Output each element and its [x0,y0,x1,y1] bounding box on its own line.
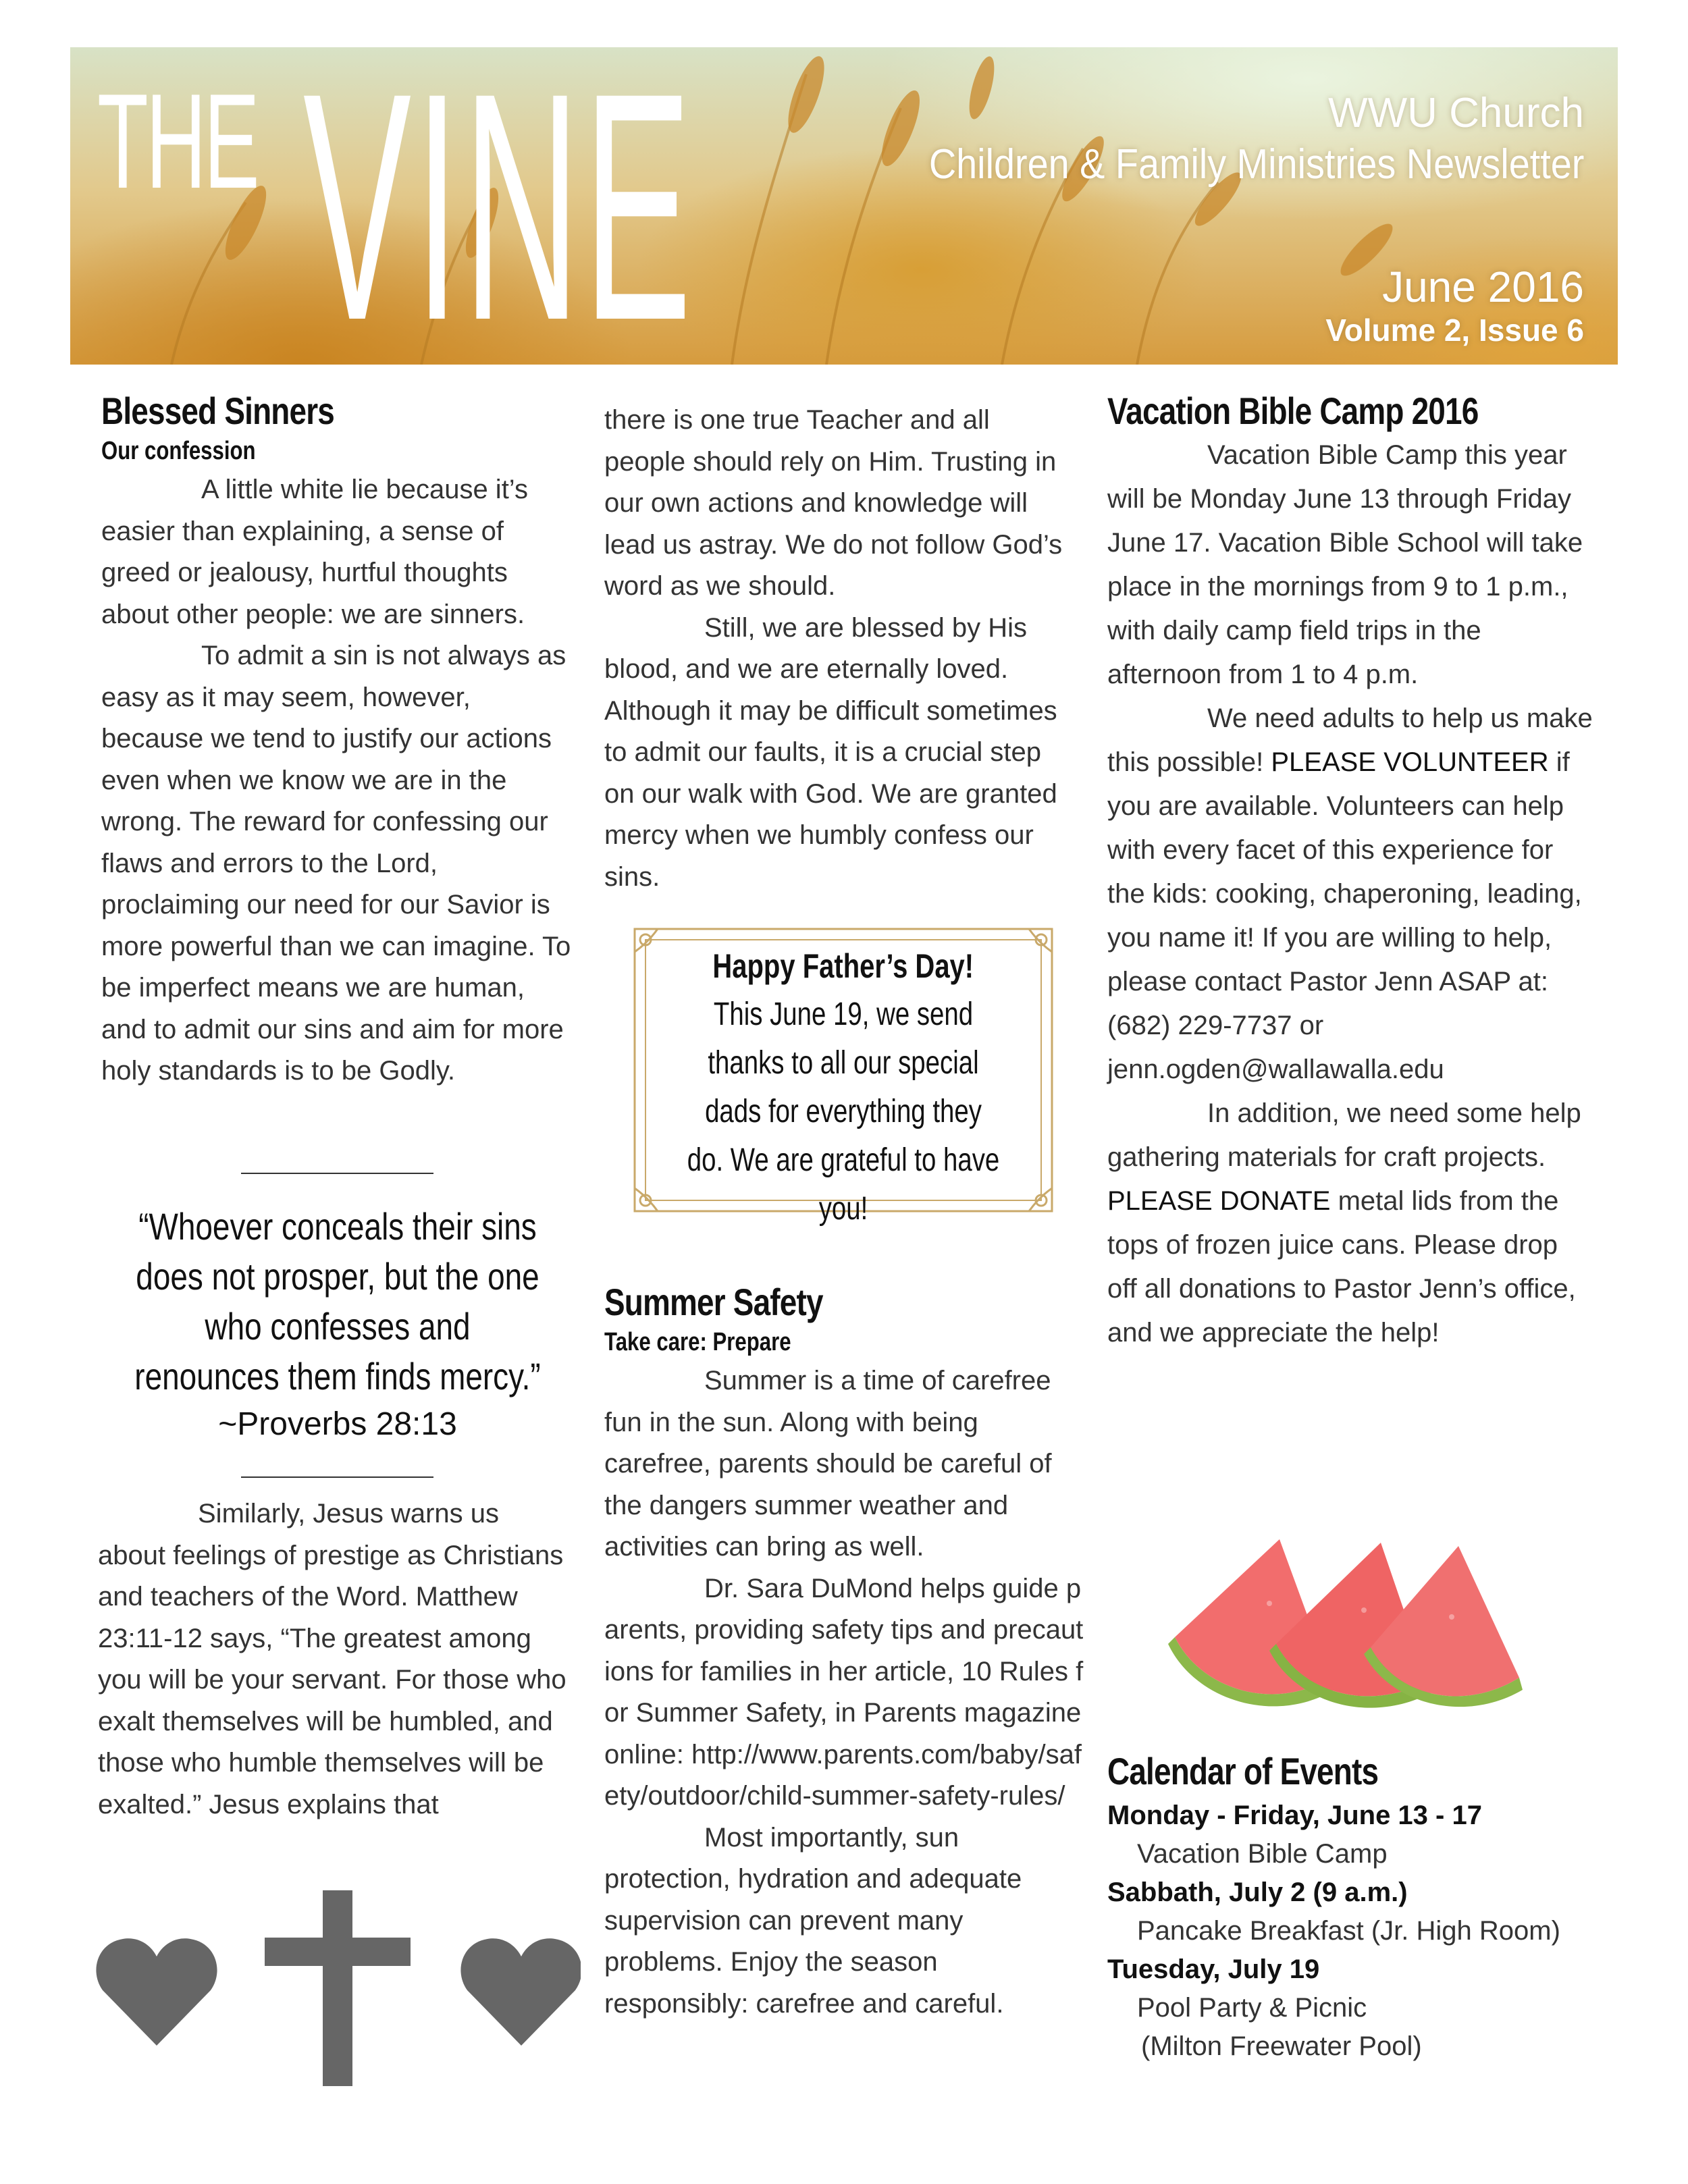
event-location: (Milton Freewater Pool) [1141,2031,1422,2062]
volunteer-callout: PLEASE VOLUNTEER [1271,747,1549,778]
paragraph: Vacation Bible Camp this year will be Monday June 13 through Friday June 17. Vacation Bible School will take place in the mornings from 9 to 1 p.m., with daily camp field trips in the afternoon from 1 to 4 p.m. [1107,440,1583,690]
heart-cross-heart-graphic [95,1890,581,2086]
article-title: Summer Safety [604,1281,823,1323]
column-middle [604,400,1077,898]
watermelon-image [1161,1522,1533,1718]
paragraph-text: metal lids from the tops of frozen juice cans. Please drop off all donations to Pastor Jenn’s office, and we appreciate the help! [1107,1186,1576,1348]
donate-callout: PLEASE DONATE [1107,1186,1331,1217]
paragraph: Dr. Sara DuMond helps guide parents, providing safety tips and precautions for families in her article, 10 Rules for Summer Safety, in Parents magazine online: http://www.parents.com/baby/safety/outdoor/child-summer-safety-rules/ [604,1573,1084,1811]
column-summer-safety [604,1279,1084,2025]
article-subtitle: Take care: Prepare [604,1328,791,1357]
paragraph-text: We need adults to help us make this possible! [1107,703,1593,778]
calendar-of-events [1107,1749,1593,2066]
event-description: Pancake Breakfast (Jr. High Room) [1137,1916,1560,1946]
fathers-day-callout [631,942,1056,1233]
paragraph: Still, we are blessed by His blood, and we are eternally loved. Although it may be difficult sometimes to admit our faults, it is a crucial step on our walk with God. We are granted mercy when we humbly confess our sins. [604,612,1057,892]
column-blessed-sinners [101,388,574,1092]
bible-quote [88,1202,587,1447]
event-date: Sabbath, July 2 (9 a.m.) [1107,1877,1408,1908]
column-vacation-bible-camp [1107,388,1593,1355]
event-date: Tuesday, July 19 [1107,1954,1320,1985]
fathers-day-message: This June 19, we send thanks to all our special dads for everything they do. We are grateful to have you! [687,996,1000,1227]
event-date: Monday - Friday, June 13 - 17 [1107,1801,1482,1831]
masthead-banner [70,47,1618,365]
fathers-day-title: Happy Father’s Day! [712,947,974,985]
cross-icon [323,1890,352,2086]
column-blessed-sinners-continued [98,1493,571,1826]
masthead-vine: VINE [303,47,695,365]
event-description: Pool Party & Picnic [1137,1993,1367,2023]
paragraph: Similarly, Jesus warns us about feelings of prestige as Christians and teachers of the Word. Matthew 23:11-12 says, “The greatest among you will be your servant. For those who exalt themselves will be humbled, and those who humble themselves will be exalted.” Jesus explains that [98,1499,566,1819]
paragraph: To admit a sin is not always as easy as it may seem, however, because we tend to justify our actions even when we know we are in the wrong. The reward for confessing our flaws and errors to the Lord, proclaiming our need for our Savior is more powerful than we can imagine. To be imperfect means we are human, and to admit our sins and aim for more holy standards is to be Godly. [101,641,571,1086]
quote-text: “Whoever conceals their sins does not prosper, but the one who confesses and renounces them finds mercy.” [134,1205,541,1397]
masthead-the: THE [97,66,257,217]
contact-email[interactable]: jenn.ogden@wallawalla.edu [1107,1055,1444,1085]
event-description: Vacation Bible Camp [1137,1839,1388,1869]
article-title: Vacation Bible Camp 2016 [1107,390,1479,432]
article-title: Blessed Sinners [101,390,335,432]
issue-volume: Volume 2, Issue 6 [1325,313,1584,348]
calendar-title: Calendar of Events [1107,1750,1379,1792]
paragraph [1107,697,1593,1004]
church-name: WWU Church [1328,90,1584,136]
newsletter-subtitle: Children & Family Ministries Newsletter [928,141,1584,188]
heart-icon [96,1938,217,2046]
article-subtitle: Our confession [101,437,256,466]
divider [241,1476,433,1478]
heart-icon [460,1938,581,2046]
paragraph-text: if you are available. Volunteers can help with every facet of this experience for the kids: cooking, chaperoning, leading, you name it! If you are willing to help, please contact Pastor Jenn ASAP at: [1107,747,1582,997]
paragraph: Summer is a time of carefree fun in the sun. Along with being carefree, parents should be careful of the dangers summer weather and activities can bring as well. [604,1366,1052,1562]
divider [241,1173,433,1174]
quote-reference: ~Proverbs 28:13 [218,1406,457,1442]
paragraph: A little white lie because it’s easier than explaining, a sense of greed or jealousy, hurtful thoughts about other people: we are sinners. [101,475,528,629]
paragraph [1107,1092,1593,1355]
issue-date: June 2016 [1382,263,1584,311]
paragraph: there is one true Teacher and all people should rely on Him. Trusting in our own actions and knowledge will lead us astray. We do not follow God’s word as we should. [604,405,1063,601]
paragraph-text: In addition, we need some help gathering materials for craft projects. [1107,1098,1581,1173]
paragraph: Most importantly, sun protection, hydration and adequate supervision can prevent many problems. Enjoy the season responsibly: carefree and careful. [604,1822,1022,2019]
cross-icon-bar [265,1938,411,1966]
contact-phone: (682) 229-7737 or [1107,1011,1324,1041]
